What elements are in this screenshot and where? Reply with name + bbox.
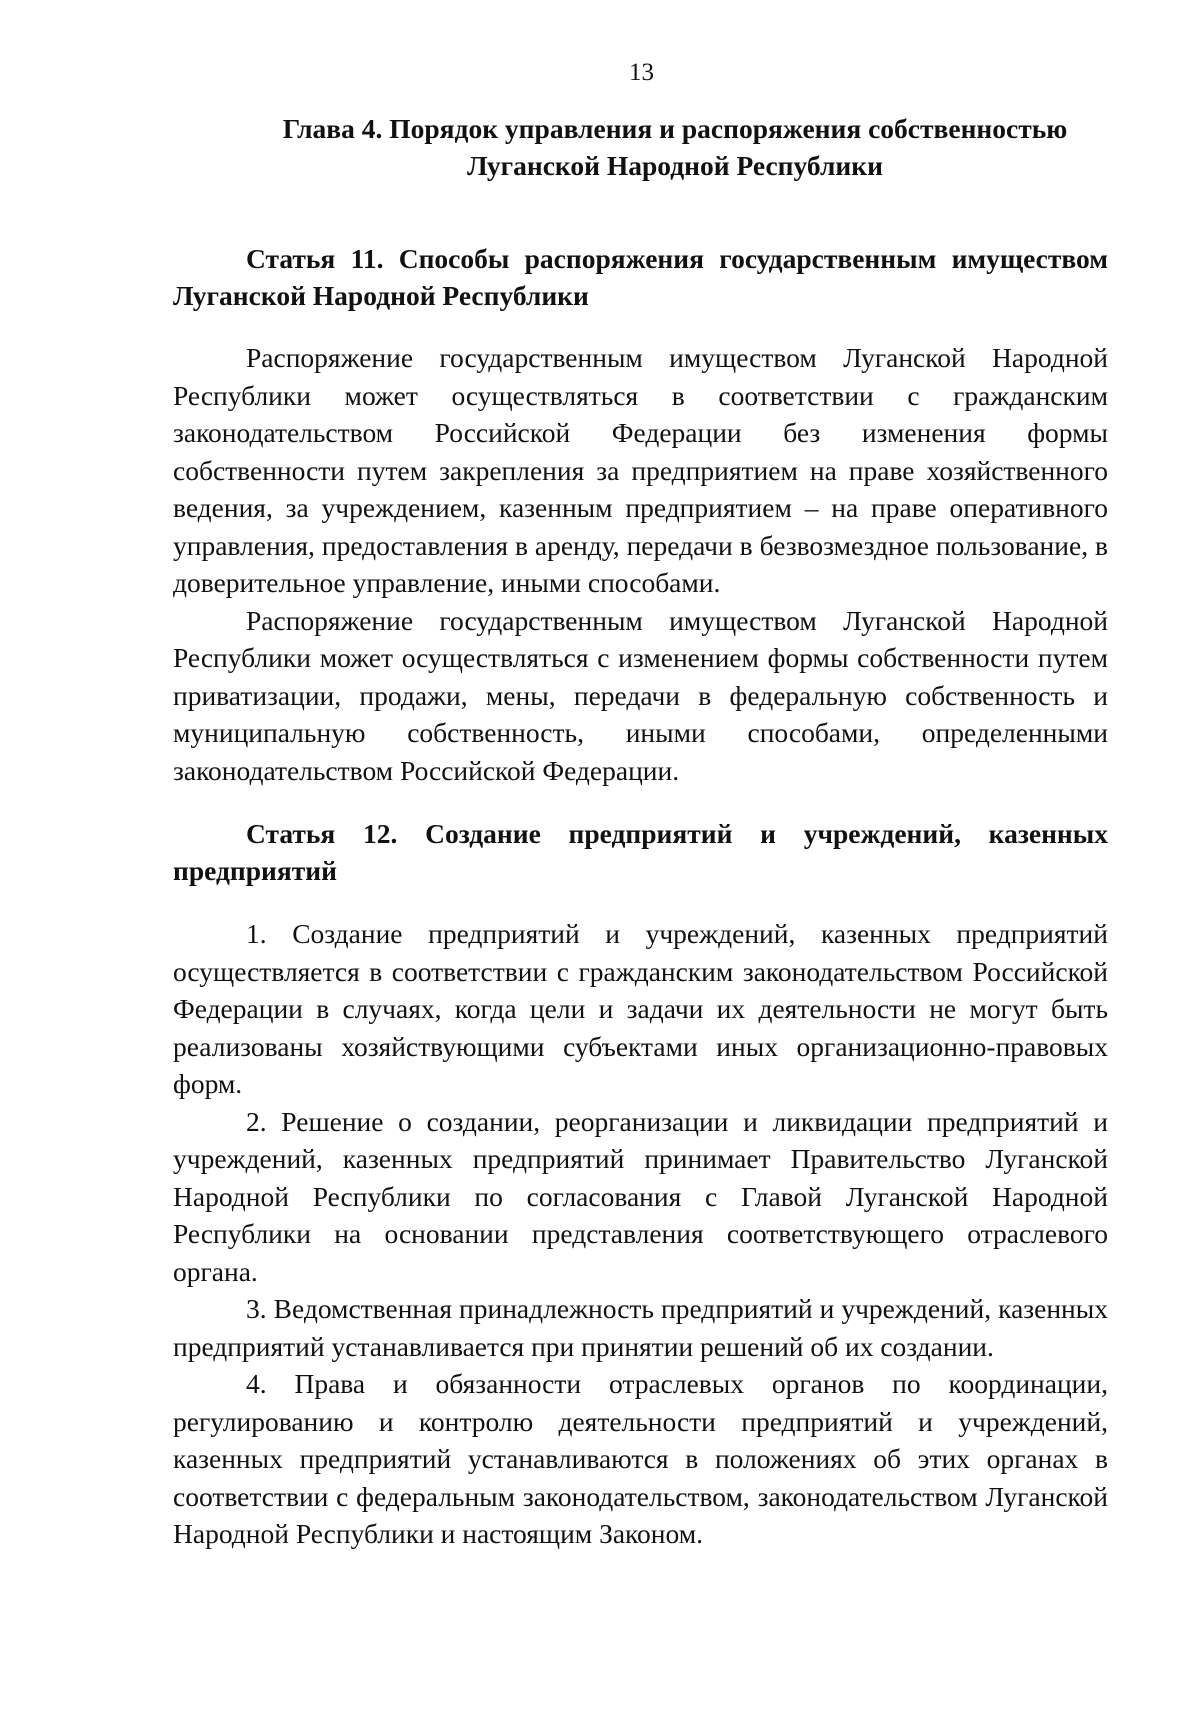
chapter-title-line-1: Глава 4. Порядок управления и распоряжения собственностью <box>282 113 1068 144</box>
article-12-paragraph-2: 2. Решение о создании, реорганизации и ликвидации предприятий и учреждений, казенных предприятий принимает Правительство Луганской Народной Республики по согласования с Главой Луганской Народной Республики на основании представления соответствующего отраслевого органа. <box>173 1105 1108 1287</box>
article-11-paragraph-1: Распоряжение государственным имуществом Луганской Народной Республики может осуществляться в соответствии с гражданским законодательством Российской Федерации без изменения формы собственности путем закрепления за предприятием на праве хозяйственного ведения, за учреждением, казенным предприятием – на праве оперативного управления, предоставления в аренду, передачи в безвозмездное пользование, в доверительное управление, иными способами. <box>173 342 1108 598</box>
chapter-title <box>240 110 1110 184</box>
article-12-heading: Статья 12. Создание предприятий и учреждений, казенных предприятий <box>173 818 1108 886</box>
article-11-paragraph-2: Распоряжение государственным имуществом Луганской Народной Республики может осуществляться с изменением формы собственности путем приватизации, продажи, мены, передачи в федеральную собственность и муниципальную собственность, иными способами, определенными законодательством Российской Федерации. <box>173 604 1108 786</box>
article-12-paragraph-4: 4. Права и обязанности отраслевых органов по координации, регулированию и контролю деятельности предприятий и учреждений, казенных предприятий устанавливаются в положениях об этих органах в соответствии с федеральным законодательством, законодательством Луганской Народной Республики и настоящим Законом. <box>173 1368 1108 1549</box>
article-11-heading: Статья 11. Способы распоряжения государственным имуществом Луганской Народной Республики <box>173 243 1108 311</box>
article-12-paragraph-3: 3. Ведомственная принадлежность предприятий и учреждений, казенных предприятий устанавливается при принятии решений об их создании. <box>173 1293 1108 1362</box>
document-body <box>173 240 1108 1553</box>
page-number: 13 <box>629 59 654 86</box>
article-12-paragraph-1: 1. Создание предприятий и учреждений, казенных предприятий осуществляется в соответствии с гражданским законодательством Российской Федерации в случаях, когда цели и задачи их деятельности не могут быть реализованы хозяйствующими субъектами иных организационно-правовых форм. <box>173 918 1108 1099</box>
chapter-title-line-2: Луганской Народной Республики <box>467 150 883 181</box>
